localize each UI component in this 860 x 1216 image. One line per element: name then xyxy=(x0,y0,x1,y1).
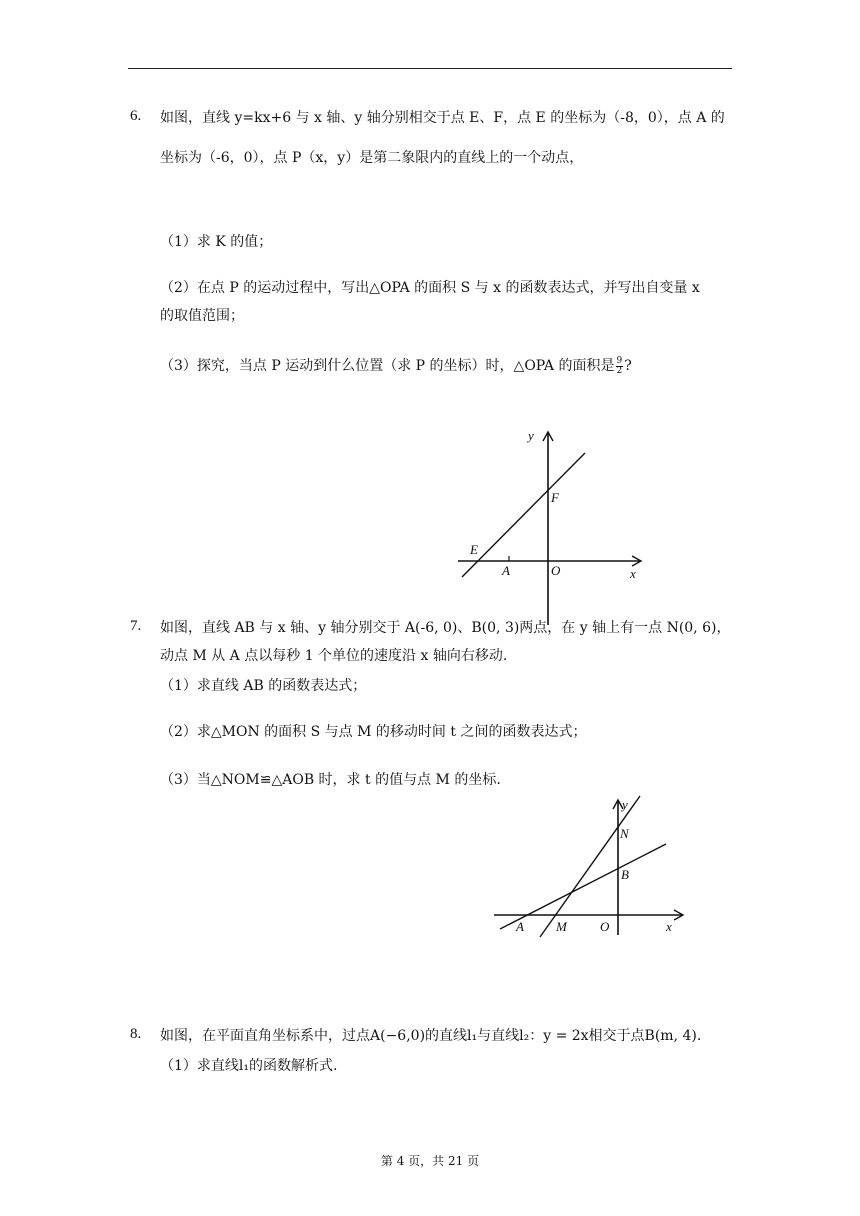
q7-label-y: y xyxy=(622,797,628,812)
q6-part3-end: ? xyxy=(624,358,632,374)
q6-label-y: y xyxy=(528,428,534,443)
q7-label-x: x xyxy=(666,919,672,934)
q7-number: 7. xyxy=(130,618,142,634)
q6-label-a: A xyxy=(502,563,510,578)
q7-label-b: B xyxy=(621,867,629,882)
q6-label-x: x xyxy=(630,566,636,581)
q7-label-a: A xyxy=(516,919,524,934)
q6-fraction-numerator: 9 xyxy=(616,355,623,366)
q6-part1: （1）求 K 的值； xyxy=(160,234,273,250)
q8-part1: （1）求直线l₁的函数解析式. xyxy=(160,1058,338,1074)
q6-part2-line2: 的取值范围； xyxy=(160,308,244,324)
q7-figure xyxy=(490,795,690,945)
q6-text-line2: 坐标为（-6，0），点 P（x，y）是第二象限内的直线上的一个动点， xyxy=(160,150,584,166)
q6-text-line1: 如图，直线 y=kx+6 与 x 轴、y 轴分别相交于点 E、F，点 E 的坐标为（-8，0），点 A 的 xyxy=(160,110,725,126)
q7-label-n: N xyxy=(620,826,629,841)
q6-part2-line1: （2）在点 P 的运动过程中，写出△OPA 的面积 S 与 x 的函数表达式，并写出自变量 x xyxy=(160,280,700,296)
q6-fraction-denominator: 2 xyxy=(616,365,623,376)
q7-part2: （2）求△MON 的面积 S 与点 M 的移动时间 t 之间的函数表达式； xyxy=(160,724,587,740)
q8-number: 8. xyxy=(130,1026,142,1042)
q7-label-m: M xyxy=(556,919,567,934)
q7-label-o: O xyxy=(600,919,610,934)
q6-fraction xyxy=(616,357,624,376)
q6-label-f: F xyxy=(551,490,559,505)
q7-text-line1: 如图，直线 AB 与 x 轴、y 轴分别交于 A(-6, 0)、B(0, 3)两点，在 y 轴上有一点 N(0, 6)， xyxy=(160,620,731,636)
q7-part1: （1）求直线 AB 的函数表达式； xyxy=(160,678,367,694)
q7-line-ab xyxy=(500,844,666,929)
q8-text-line1: 如图，在平面直角坐标系中，过点A(−6,0)的直线l₁与直线l₂：y = 2x相交于点B(m, 4). xyxy=(160,1028,702,1044)
q6-figure xyxy=(450,425,650,630)
q7-text-line2: 动点 M 从 A 点以每秒 1 个单位的速度沿 x 轴向右移动. xyxy=(160,648,508,664)
header-rule xyxy=(128,68,732,69)
q7-part3: （3）当△NOM≌△AOB 时，求 t 的值与点 M 的坐标. xyxy=(160,772,501,788)
q6-label-o: O xyxy=(551,563,561,578)
page-footer: 第 4 页，共 21 页 xyxy=(380,1154,480,1168)
q6-label-e: E xyxy=(470,542,478,557)
q6-line-ef xyxy=(462,453,585,577)
q6-part3-text: （3）探究，当点 P 运动到什么位置（求 P 的坐标）时，△OPA 的面积是 xyxy=(160,358,615,374)
q6-number: 6. xyxy=(130,108,142,124)
q6-part3 xyxy=(160,356,632,376)
